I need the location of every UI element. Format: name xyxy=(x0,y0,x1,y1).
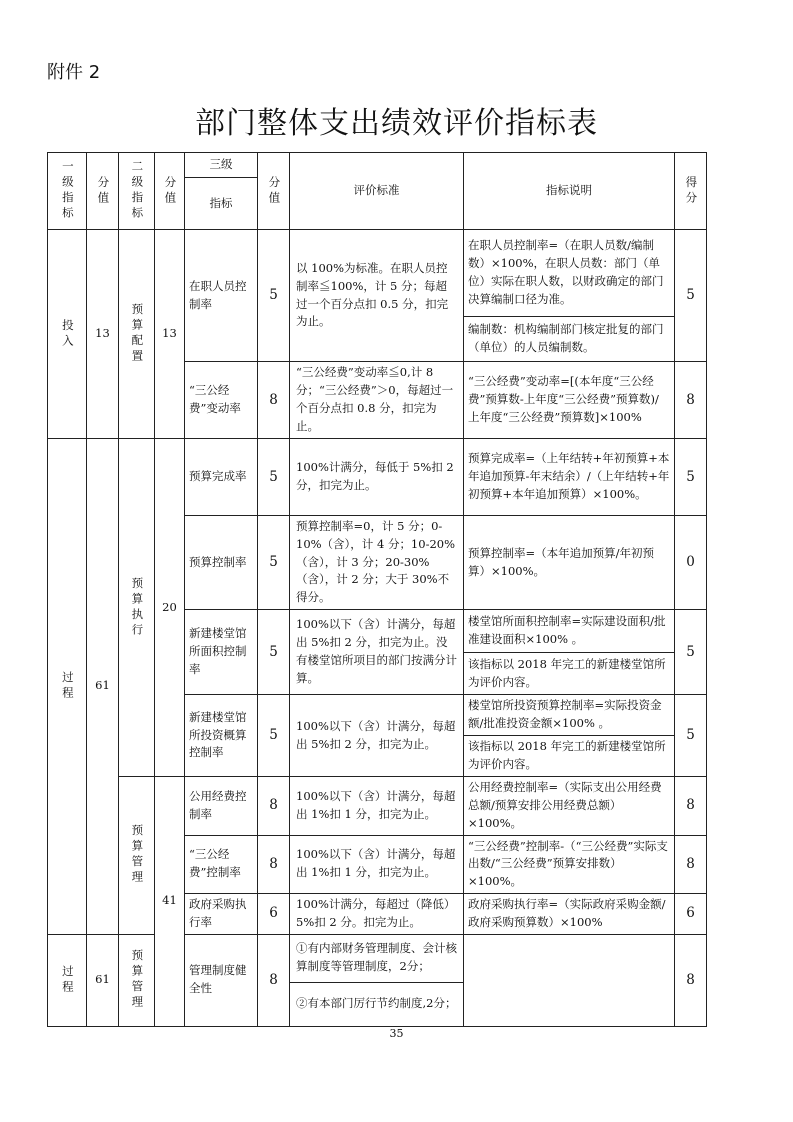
score-cell: 5 xyxy=(258,230,290,362)
evaluation-table xyxy=(47,152,707,1027)
group-process-l1: 过程 xyxy=(48,439,87,935)
header-score2: 分值 xyxy=(155,153,185,230)
header-score1: 分值 xyxy=(87,153,119,230)
group-exec-l2: 预算执行 xyxy=(119,439,155,777)
score-cell: 5 xyxy=(258,610,290,695)
header-indicator: 指标 xyxy=(185,178,258,230)
group-process-l1-score: 61 xyxy=(87,439,119,935)
explanation-cell: 该指标以 2018 年完工的新建楼堂馆所为评价内容。 xyxy=(464,736,675,777)
score-cell: 8 xyxy=(258,934,290,1026)
points-cell: 8 xyxy=(675,777,707,835)
explanation-cell: 编制数：机构编制部门核定批复的部门（单位）的人员编制数。 xyxy=(464,317,675,362)
group-input-l2: 预算配置 xyxy=(119,230,155,439)
indicator-cell: 预算完成率 xyxy=(185,439,258,516)
points-cell: 8 xyxy=(675,362,707,439)
indicator-cell: 预算控制率 xyxy=(185,516,258,610)
explanation-cell: 公用经费控制率=（实际支出公用经费总额/预算安排公用经费总额）×100%。 xyxy=(464,777,675,835)
score-cell: 8 xyxy=(258,777,290,835)
score-cell: 8 xyxy=(258,835,290,893)
group-input-l2-score: 13 xyxy=(155,230,185,439)
explanation-cell xyxy=(464,934,675,1026)
attachment-label: 附件 2 xyxy=(47,62,101,83)
points-cell: 8 xyxy=(675,835,707,893)
criteria-cell: 预算控制率=0，计 5 分；0-10%（含），计 4 分；10-20%（含），计 3 分；20-30%（含），计 2 分；大于 30%不得分。 xyxy=(290,516,464,610)
explanation-cell: 政府采购执行率=（实际政府采购金额/政府采购预算数）×100% xyxy=(464,893,675,934)
header-criteria: 评价标准 xyxy=(290,153,464,230)
criteria-cell: ②有本部门厉行节约制度,2分； xyxy=(290,982,464,1026)
group-input-l1-score: 13 xyxy=(87,230,119,439)
criteria-cell: 100%以下（含）计满分，每超出 1%扣 1 分，扣完为止。 xyxy=(290,835,464,893)
criteria-cell: “三公经费”变动率≦0,计 8 分；“三公经费”＞0，每超过一个百分点扣 0.8 分，扣完为止。 xyxy=(290,362,464,439)
criteria-cell: 100%计满分，每低于 5%扣 2 分，扣完为止。 xyxy=(290,439,464,516)
criteria-cell: 100%计满分，每超过（降低）5%扣 2 分。扣完为止。 xyxy=(290,893,464,934)
points-cell: 0 xyxy=(675,516,707,610)
indicator-cell: 新建楼堂馆所投资概算控制率 xyxy=(185,695,258,777)
criteria-cell: 100%以下（含）计满分，每超出 1%扣 1 分，扣完为止。 xyxy=(290,777,464,835)
indicator-cell: “三公经费”变动率 xyxy=(185,362,258,439)
score-cell: 5 xyxy=(258,695,290,777)
group-process2-l1: 过程 xyxy=(48,934,87,1026)
header-score3: 分值 xyxy=(258,153,290,230)
points-cell: 5 xyxy=(675,230,707,362)
score-cell: 6 xyxy=(258,893,290,934)
explanation-cell: 预算控制率=（本年追加预算/年初预算）×100%。 xyxy=(464,516,675,610)
indicator-cell: 在职人员控制率 xyxy=(185,230,258,362)
page-number: 35 xyxy=(389,1027,404,1040)
indicator-cell: 政府采购执行率 xyxy=(185,893,258,934)
explanation-cell: 楼堂馆所投资预算控制率=实际投资金额/批准投资金额×100% 。 xyxy=(464,695,675,736)
points-cell: 8 xyxy=(675,934,707,1026)
explanation-cell: “三公经费”变动率=[(本年度“三公经费”预算数-上年度“三公经费”预算数)/上年度“三公经费”预算数]×100% xyxy=(464,362,675,439)
header-level1: 一级指标 xyxy=(48,153,87,230)
group-input-l1: 投入 xyxy=(48,230,87,439)
header-explanation: 指标说明 xyxy=(464,153,675,230)
points-cell: 5 xyxy=(675,695,707,777)
score-cell: 5 xyxy=(258,439,290,516)
explanation-cell: 在职人员控制率=（在职人员数/编制数）×100%，在职人员数：部门（单位）实际在职人数，以财政确定的部门决算编制口径为准。 xyxy=(464,230,675,317)
explanation-cell: 该指标以 2018 年完工的新建楼堂馆所为评价内容。 xyxy=(464,653,675,695)
group-exec-l2-score: 20 xyxy=(155,439,185,777)
group-mgmt-l2: 预算管理 xyxy=(119,777,155,935)
criteria-cell: 以 100%为标准。在职人员控制率≦100%，计 5 分；每超过一个百分点扣 0.5 分，扣完为止。 xyxy=(290,230,464,362)
points-cell: 5 xyxy=(675,610,707,695)
criteria-cell: 100%以下（含）计满分，每超出 5%扣 2 分，扣完为止。没有楼堂馆所项目的部门按满分计算。 xyxy=(290,610,464,695)
indicator-cell: 新建楼堂馆所面积控制率 xyxy=(185,610,258,695)
points-cell: 6 xyxy=(675,893,707,934)
criteria-cell: 100%以下（含）计满分，每超出 5%扣 2 分，扣完为止。 xyxy=(290,695,464,777)
explanation-cell: 预算完成率=（上年结转+年初预算+本年追加预算-年末结余）/（上年结转+年初预算+本年追加预算）×100%。 xyxy=(464,439,675,516)
score-cell: 5 xyxy=(258,516,290,610)
group-process2-l2: 预算管理 xyxy=(119,934,155,1026)
criteria-cell: ①有内部财务管理制度、会计核算制度等管理制度，2分； xyxy=(290,934,464,982)
explanation-cell: 楼堂馆所面积控制率=实际建设面积/批准建设面积×100% 。 xyxy=(464,610,675,653)
indicator-cell: “三公经费”控制率 xyxy=(185,835,258,893)
header-level2: 二级指标 xyxy=(119,153,155,230)
indicator-cell: 管理制度健全性 xyxy=(185,934,258,1026)
header-points: 得分 xyxy=(675,153,707,230)
indicator-cell: 公用经费控制率 xyxy=(185,777,258,835)
group-mgmt-l2-score: 41 xyxy=(155,777,185,1027)
points-cell: 5 xyxy=(675,439,707,516)
group-process2-l1-score: 61 xyxy=(87,934,119,1026)
page-title: 部门整体支出绩效评价指标表 xyxy=(195,106,598,141)
explanation-cell: “三公经费”控制率-（“三公经费”实际支出数/“三公经费”预算安排数）×100%。 xyxy=(464,835,675,893)
score-cell: 8 xyxy=(258,362,290,439)
header-level3: 三级 xyxy=(185,153,258,178)
